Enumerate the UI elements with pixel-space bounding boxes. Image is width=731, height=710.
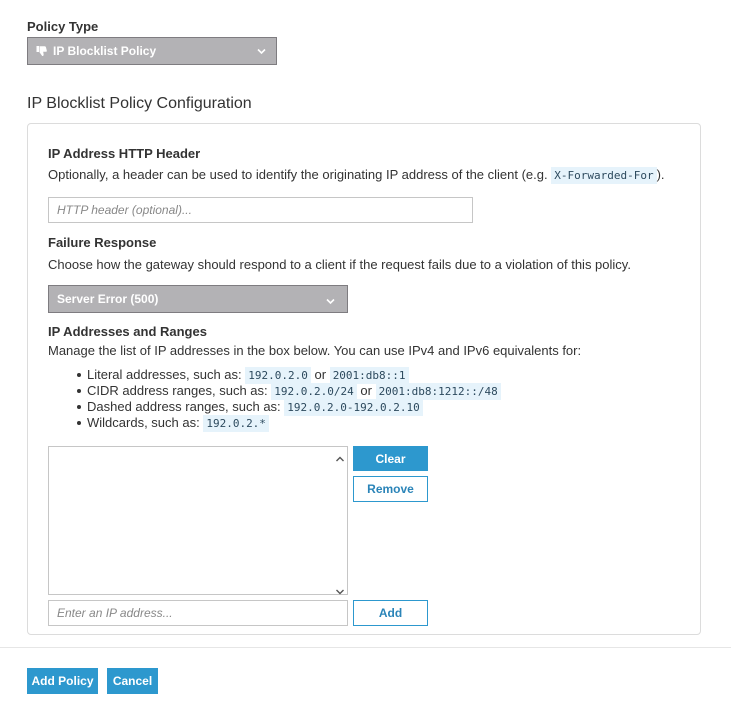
list-item xyxy=(75,383,501,399)
scroll-down-icon[interactable] xyxy=(335,583,345,591)
chevron-down-icon xyxy=(326,295,335,304)
bullet-code: 192.0.2.0 xyxy=(245,367,311,384)
ip-ranges-label: IP Addresses and Ranges xyxy=(48,324,207,339)
failure-response-label: Failure Response xyxy=(48,235,157,250)
bullet-code: 2001:db8::1 xyxy=(330,367,409,384)
footer-divider xyxy=(0,647,731,648)
chevron-down-icon xyxy=(257,45,266,54)
bullet-text: CIDR address ranges, such as: xyxy=(87,383,268,398)
policy-type-select[interactable] xyxy=(27,37,277,65)
ip-ranges-description: Manage the list of IP addresses in the box below. You can use IPv4 and IPv6 equivalents for: xyxy=(48,343,582,358)
thumbs-down-icon xyxy=(36,45,48,57)
add-ip-button[interactable]: Add xyxy=(353,600,428,626)
config-section-title: IP Blocklist Policy Configuration xyxy=(27,95,252,112)
bullet-text: Wildcards, such as: xyxy=(87,415,200,430)
http-header-description-text: Optionally, a header can be used to identify the originating IP address of the client (e.g. xyxy=(48,167,548,182)
bullet-text: Dashed address ranges, such as: xyxy=(87,399,281,414)
clear-button[interactable]: Clear xyxy=(353,446,428,471)
list-item xyxy=(75,399,501,415)
scroll-up-icon[interactable] xyxy=(335,450,345,458)
bullet-code: 192.0.2.0-192.0.2.10 xyxy=(284,399,422,416)
http-header-label: IP Address HTTP Header xyxy=(48,146,201,161)
policy-type-value: IP Blocklist Policy xyxy=(53,44,157,58)
bullet-code: 192.0.2.0/24 xyxy=(271,383,356,400)
ip-address-listbox[interactable] xyxy=(48,446,348,595)
ip-format-list xyxy=(75,367,501,431)
bullet-separator: or xyxy=(314,367,327,382)
remove-button[interactable]: Remove xyxy=(353,476,428,502)
http-header-description xyxy=(48,167,665,182)
policy-type-label: Policy Type xyxy=(27,19,99,34)
bullet-code: 192.0.2.* xyxy=(203,415,269,432)
failure-response-description: Choose how the gateway should respond to a client if the request fails due to a violation of this policy. xyxy=(48,257,631,272)
bullet-code: 2001:db8:1212::/48 xyxy=(376,383,501,400)
list-item xyxy=(75,415,501,431)
list-item xyxy=(75,367,501,383)
http-header-description-suffix: ). xyxy=(656,167,665,182)
bullet-text: Literal addresses, such as: xyxy=(87,367,242,382)
http-header-example-code: X-Forwarded-For xyxy=(551,167,656,184)
http-header-input[interactable]: HTTP header (optional)... xyxy=(48,197,473,223)
failure-response-value: Server Error (500) xyxy=(57,292,159,306)
cancel-button[interactable]: Cancel xyxy=(107,668,158,694)
failure-response-select[interactable] xyxy=(48,285,348,313)
ip-address-input[interactable]: Enter an IP address... xyxy=(48,600,348,626)
bullet-separator: or xyxy=(360,383,372,398)
add-policy-button[interactable]: Add Policy xyxy=(27,668,98,694)
